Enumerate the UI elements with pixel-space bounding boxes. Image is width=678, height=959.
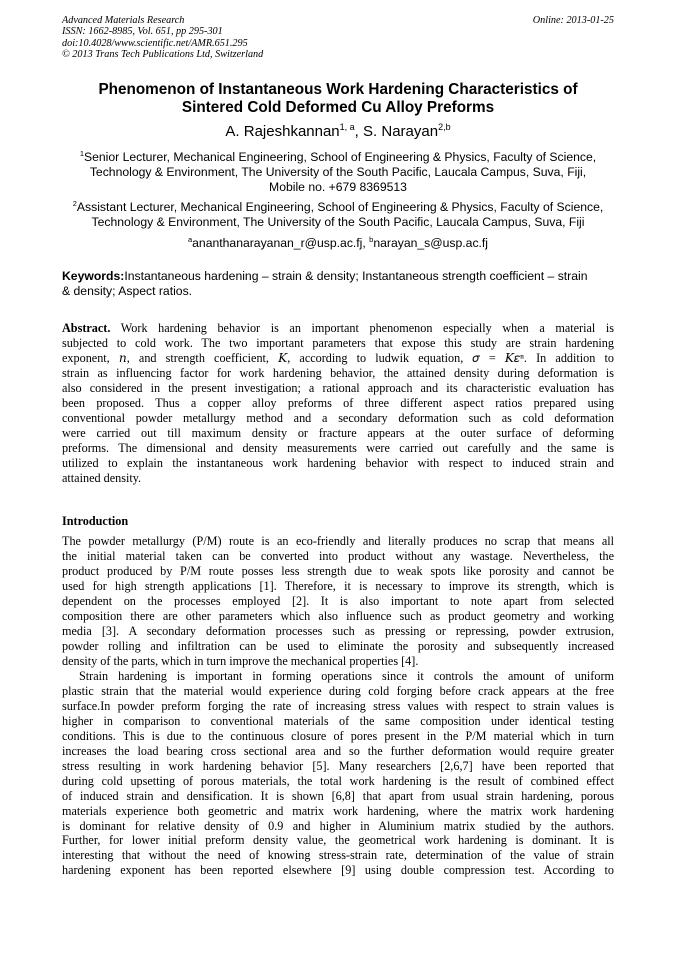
intro-line: product produced by P/M route posses less strength due to weak spots like porosity and cannot be: [62, 563, 614, 578]
email-b-sup: b: [369, 235, 374, 244]
intro-line: interesting that without the need of knowing stress-strain rate, determination of the value of strain: [62, 848, 614, 863]
email-b: narayan_s@usp.ac.fj: [373, 236, 489, 250]
intro-line: the initial material taken can be converted into product without any wastage. Nevertheless, the: [62, 548, 614, 563]
intro-line: media [3]. A secondary deformation processes such as pressing or repressing, powder extrusion,: [62, 623, 614, 638]
abstract-line: were carried out till maximum density or fracture appears at the outer surface of deforming: [62, 425, 614, 440]
intro-line: plastic strain that the material would experience during cold forging before crack appears at the free: [62, 683, 614, 698]
affiliation-2-line-1: Assistant Lecturer, Mechanical Engineering, School of Engineering & Physics, Faculty of Science,: [76, 200, 604, 214]
affiliation-2: [62, 200, 614, 230]
affiliation-1-line-2: Technology & Environment, The University of the South Pacific, Laucala Campus, Suva, Fiji,: [89, 165, 587, 179]
journal-header: [62, 15, 263, 61]
abstract-line: strain as influencing factor for work hardening behavior, the attained density during deformation is: [62, 365, 614, 380]
keywords-line-1: Instantaneous hardening – strain & density; Instantaneous strength coefficient – strain: [124, 269, 588, 283]
abstract-line: also considered in the present investigation; a rational approach and its characteristic evaluation has: [62, 380, 614, 395]
abstract-label: Abstract.: [62, 321, 111, 335]
abstract-line: subjected to cold work. The two important parameters that expose this study are strain hardening: [62, 335, 614, 350]
email-a: ananthanarayanan_r@usp.ac.fj,: [192, 236, 370, 250]
affiliation-1-line-1: Senior Lecturer, Mechanical Engineering, School of Engineering & Physics, Faculty of Science,: [84, 150, 597, 164]
introduction-heading: Introduction: [62, 514, 129, 528]
author-list: [62, 123, 614, 141]
copyright-line: © 2013 Trans Tech Publications Ltd, Switzerland: [62, 49, 264, 61]
intro-line: Further, for lower initial preform density value, the geometrical work hardening is dominant. It is: [62, 833, 614, 848]
abstract-line: been proposed. Thus a copper alloy preforms of three different aspect ratios prepared using: [62, 395, 614, 410]
intro-line: density of the parts, which in turn improve the mechanical properties [4].: [62, 653, 419, 668]
author-2-name: S. Narayan: [363, 123, 439, 140]
keywords-label: Keywords:: [62, 269, 125, 283]
affiliation-2-line-2: Technology & Environment, The University of the South Pacific, Laucala Campus, Suva, Fiji: [91, 215, 585, 229]
intro-line: materials experience both geometric and matrix work hardening, where the matrix work hardening: [62, 803, 614, 818]
keywords-line-2: & density; Aspect ratios.: [62, 284, 193, 299]
intro-line: higher in comparison to conventional materials of the same composition under identical testing: [62, 713, 614, 728]
email-line: [62, 236, 614, 251]
introduction-paragraph-2: [62, 669, 614, 878]
intro-line: during cold upsetting of porous materials, the total work hardening is the result of combined effect: [62, 773, 614, 788]
journal-name: Advanced Materials Research: [62, 15, 185, 26]
email-a-sup: a: [187, 235, 193, 244]
intro-line: stress resulting in work hardening behavior [5]. Many researchers [2,6,7] have been reported that: [62, 758, 614, 773]
online-date: Online: 2013-01-25: [532, 15, 614, 26]
intro-line: surface.In powder preform forging the rate of increasing stress values with respect to strain values is: [62, 698, 614, 713]
author-1-sup: 1, a: [339, 122, 355, 132]
intro-line: of induced strain and densification. It is shown [6,8] that apart from usual strain hardening, porous: [62, 788, 614, 803]
affiliation-2-sup: 2: [72, 199, 77, 208]
doi-line: doi:10.4028/www.scientific.net/AMR.651.295: [62, 37, 248, 49]
author-separator: ,: [354, 123, 364, 140]
title-line-2: Sintered Cold Deformed Cu Alloy Preforms: [181, 99, 495, 116]
author-2-sup: 2,b: [438, 122, 451, 132]
intro-line: used for high strength applications [1]. Therefore, it is necessary to improve its strength, which is: [62, 578, 614, 593]
abstract-line: utilized to explain the instantaneous work hardening behavior with respect to induced strain and: [62, 455, 614, 470]
title-line-1: Phenomenon of Instantaneous Work Hardening Characteristics of: [98, 81, 578, 98]
affiliation-1: [62, 150, 614, 195]
intro-line: increases the load bearing cross sectional area and so the further deformation would require greater: [62, 743, 614, 758]
abstract-line: Work hardening behavior is an important phenomenon especially when a material is: [110, 321, 614, 335]
abstract-section: [62, 321, 614, 485]
affiliation-1-sup: 1: [79, 149, 84, 158]
affiliation-1-line-3: Mobile no. +679 8369513: [269, 180, 407, 194]
intro-line: The powder metallurgy (P/M) route is an eco-friendly and literally produces no scrap that means all: [62, 534, 614, 548]
introduction-paragraph-1: [62, 534, 614, 669]
abstract-line: conventional powder metallurgy method and a secondary deformation such as cold deformation: [62, 410, 614, 425]
keywords-section: [62, 269, 614, 299]
intro-line: is dominant for relative density of 0.9 and higher in Aluminium matrix studied by the authors.: [62, 818, 614, 833]
abstract-line: preforms. The dimensional and density measurements were carried out carefully and the same is: [62, 440, 614, 455]
intro-line: composition there are other parameters which also influence such as product geometry and working: [62, 608, 614, 623]
intro-line: conditions. This is due to the continuous closure of pores present in the P/M material which in turn: [62, 728, 614, 743]
intro-line: powder rolling and infiltration can be used to eliminate the porosity and subsequently increased: [62, 638, 614, 653]
intro-line: dependent on the processes employed [2]. It is also important to note apart from selected: [62, 593, 614, 608]
intro-line: Strain hardening is important in forming operations since it controls the amount of uniform: [79, 669, 614, 683]
abstract-line: attained density.: [62, 470, 142, 485]
issn-line: ISSN: 1662-8985, Vol. 651, pp 295-301: [62, 26, 223, 38]
intro-line: hardening exponent has been reported elsewhere [9] using double compression test. According to: [62, 863, 614, 878]
author-1-name: A. Rajeshkannan: [225, 123, 340, 140]
paper-title: [62, 81, 614, 117]
abstract-line: exponent, 𝑛, and strength coefficient, 𝐾, according to ludwik equation, 𝜎 = 𝐾𝜀ⁿ. In addition to: [62, 350, 614, 365]
